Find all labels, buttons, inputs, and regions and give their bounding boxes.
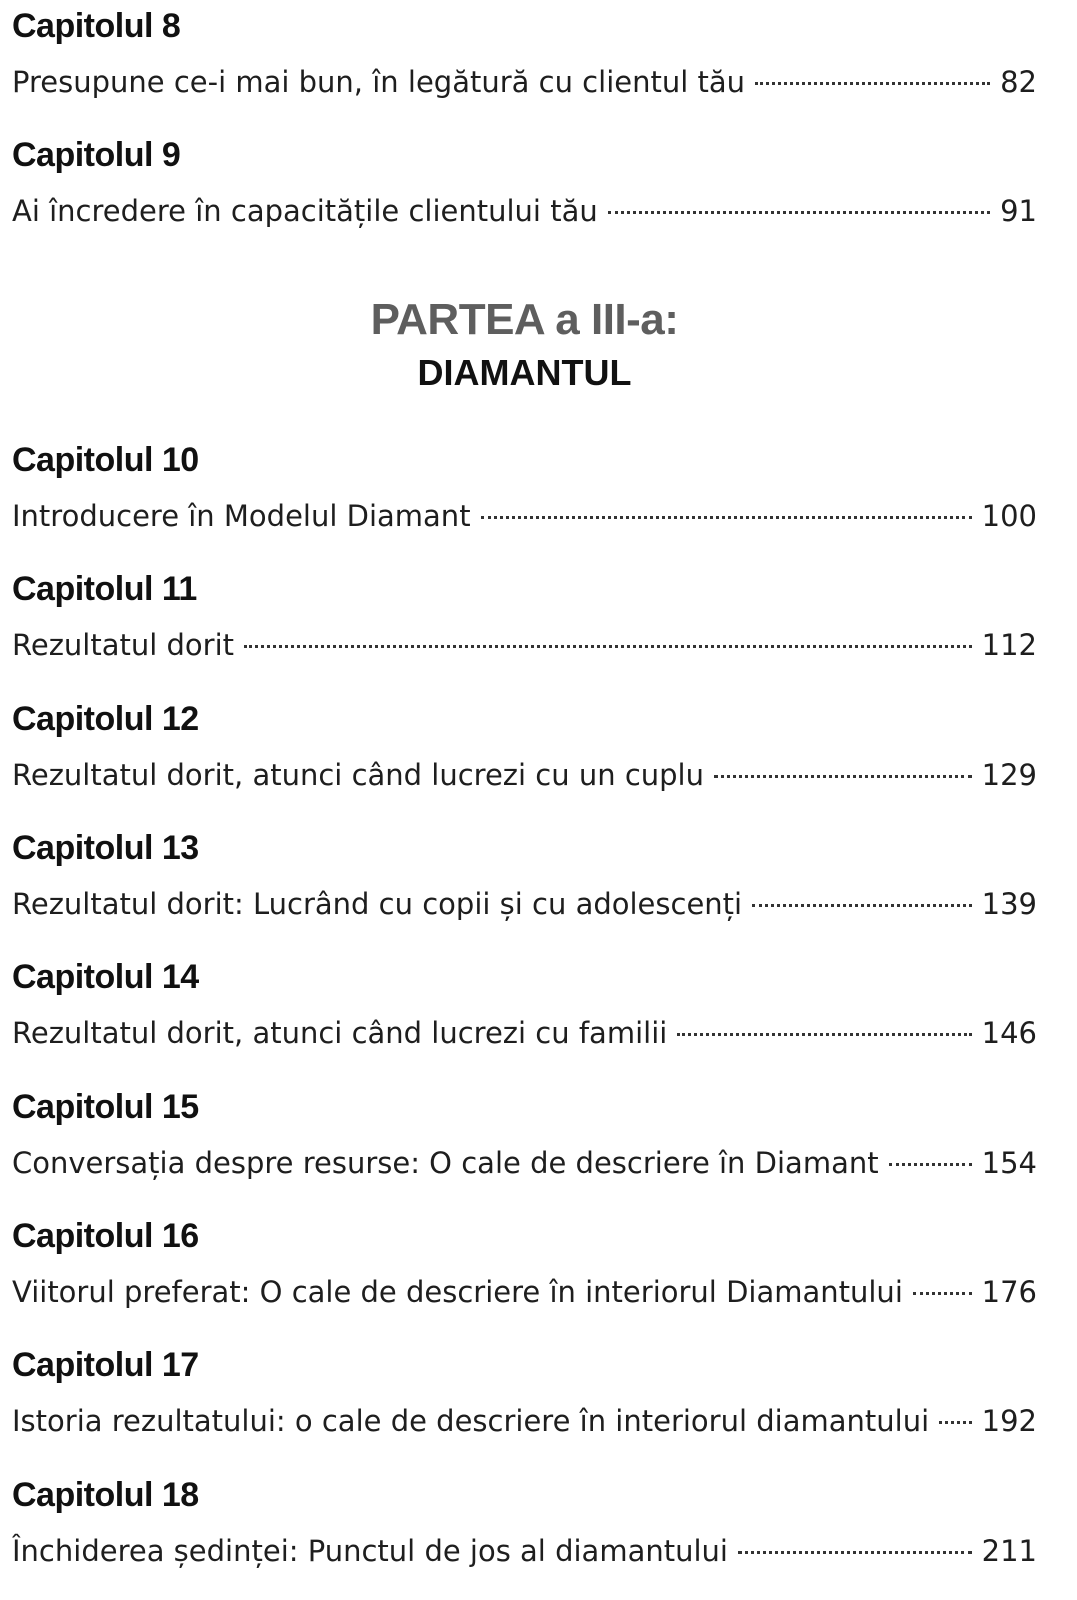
dot-leader: [913, 1266, 972, 1302]
dot-leader: [889, 1137, 972, 1173]
page-number: 112: [981, 628, 1037, 662]
part-subtitle: DIAMANTUL: [417, 352, 632, 393]
toc-entry-chapter-11[interactable]: [12, 569, 1037, 663]
dot-leader: [481, 490, 972, 526]
toc-entry-chapter-17[interactable]: [12, 1345, 1037, 1439]
chapter-label: Capitolul 11: [12, 570, 197, 608]
chapter-label: Capitolul 9: [12, 136, 181, 174]
page-number: 146: [981, 1016, 1037, 1050]
chapter-title: Introducere în Modelul Diamant: [12, 499, 471, 533]
page-number: 139: [981, 887, 1037, 921]
toc-row: [12, 1007, 1037, 1051]
page-number: 100: [981, 499, 1037, 533]
toc-row: [12, 1395, 1037, 1439]
dot-leader: [608, 185, 990, 221]
page-number: 176: [981, 1275, 1037, 1309]
dot-leader: [755, 56, 990, 92]
page-number: 154: [981, 1146, 1037, 1180]
page-number: 211: [981, 1534, 1037, 1568]
toc-row: [12, 878, 1037, 922]
chapter-title: Rezultatul dorit, atunci când lucrezi cu un cuplu: [12, 758, 704, 792]
chapter-label: Capitolul 14: [12, 958, 199, 996]
toc-entry-chapter-10[interactable]: [12, 440, 1037, 534]
page-number: 82: [1000, 65, 1037, 99]
dot-leader: [714, 749, 972, 785]
toc-row: [12, 1266, 1037, 1310]
page-number: 129: [981, 758, 1037, 792]
chapter-title: Rezultatul dorit, atunci când lucrezi cu familii: [12, 1016, 668, 1050]
dot-leader: [939, 1395, 972, 1431]
chapter-title: Viitorul preferat: O cale de descriere în interiorul Diamantului: [12, 1275, 903, 1309]
dot-leader: [752, 878, 972, 914]
toc-row: [12, 619, 1037, 663]
chapter-label: Capitolul 12: [12, 700, 199, 738]
page-number: 91: [1000, 194, 1037, 228]
toc-entry-chapter-16[interactable]: [12, 1216, 1037, 1310]
toc-row: [12, 1137, 1037, 1181]
chapter-label: Capitolul 10: [12, 441, 199, 479]
chapter-title: Ai încredere în capacitățile clientului tău: [12, 194, 598, 228]
dot-leader: [738, 1525, 972, 1561]
chapter-label: Capitolul 15: [12, 1088, 199, 1126]
toc-entry-chapter-12[interactable]: [12, 699, 1037, 793]
toc-entry-chapter-18[interactable]: [12, 1475, 1037, 1569]
chapter-title: Istoria rezultatului: o cale de descriere în interiorul diamantului: [12, 1404, 930, 1438]
chapter-title: Presupune ce-i mai bun, în legătură cu clientul tău: [12, 65, 746, 99]
chapter-label: Capitolul 17: [12, 1346, 199, 1384]
toc-entry-chapter-14[interactable]: [12, 957, 1037, 1051]
toc-row: [12, 56, 1037, 100]
dot-leader: [677, 1007, 971, 1043]
toc-row: [12, 1525, 1037, 1569]
page-number: 192: [981, 1404, 1037, 1438]
chapter-title: Rezultatul dorit: [12, 628, 235, 662]
chapter-title: Închiderea ședinței: Punctul de jos al diamantului: [12, 1534, 728, 1568]
toc-entry-chapter-15[interactable]: [12, 1087, 1037, 1181]
chapter-label: Capitolul 18: [12, 1476, 199, 1514]
toc-row: [12, 749, 1037, 793]
part-title: PARTEA a III-a:: [370, 295, 679, 344]
chapter-title: Rezultatul dorit: Lucrând cu copii și cu adolescenți: [12, 887, 743, 921]
chapter-label: Capitolul 8: [12, 7, 181, 45]
toc-row: [12, 185, 1037, 229]
chapter-label: Capitolul 16: [12, 1217, 199, 1255]
dot-leader: [244, 619, 972, 655]
toc-entry-chapter-13[interactable]: [12, 828, 1037, 922]
toc-row: [12, 490, 1037, 534]
toc-entry-chapter-9[interactable]: [12, 135, 1037, 229]
chapter-label: Capitolul 13: [12, 829, 199, 867]
part-heading: [12, 295, 1037, 395]
toc-entry-chapter-8[interactable]: [12, 6, 1037, 100]
chapter-title: Conversația despre resurse: O cale de descriere în Diamant: [12, 1146, 879, 1180]
